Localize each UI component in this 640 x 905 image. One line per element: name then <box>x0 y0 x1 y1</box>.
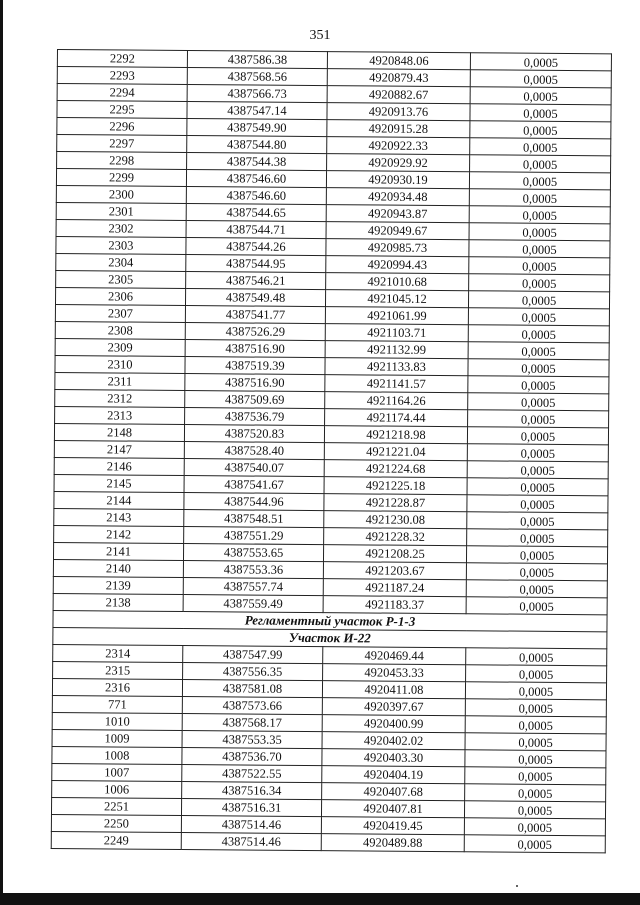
value-cell: 0,0005 <box>467 478 608 496</box>
y-coordinate-cell: 4920407.68 <box>322 783 465 801</box>
scan-speck <box>516 885 518 887</box>
y-coordinate-cell: 4921164.26 <box>325 392 468 410</box>
value-cell: 0,0005 <box>466 648 607 666</box>
x-coordinate-cell: 4387516.34 <box>182 782 322 800</box>
point-number-cell: 2251 <box>51 797 181 815</box>
y-coordinate-cell: 4920882.67 <box>327 86 470 104</box>
point-number-cell: 2298 <box>57 152 187 170</box>
y-coordinate-cell: 4920934.48 <box>326 188 469 206</box>
value-cell: 0,0005 <box>464 835 605 853</box>
y-coordinate-cell: 4920985.73 <box>326 239 469 257</box>
x-coordinate-cell: 4387536.70 <box>182 748 322 766</box>
y-coordinate-cell: 4920400.99 <box>322 715 465 733</box>
y-coordinate-cell: 4921224.68 <box>324 460 467 478</box>
value-cell: 0,0005 <box>464 801 605 819</box>
value-cell: 0,0005 <box>469 240 610 258</box>
value-cell: 0,0005 <box>465 733 606 751</box>
value-cell: 0,0005 <box>469 172 610 190</box>
x-coordinate-cell: 4387514.46 <box>181 816 321 834</box>
y-coordinate-cell: 4921010.68 <box>326 273 469 291</box>
y-coordinate-cell: 4920915.28 <box>327 120 470 138</box>
value-cell: 0,0005 <box>465 699 606 717</box>
y-coordinate-cell: 4920411.08 <box>322 681 465 699</box>
x-coordinate-cell: 4387516.31 <box>181 799 321 817</box>
x-coordinate-cell: 4387544.95 <box>186 255 326 273</box>
point-number-cell: 2142 <box>54 525 184 543</box>
y-coordinate-cell: 4920453.33 <box>323 664 466 682</box>
y-coordinate-cell: 4920922.33 <box>327 137 470 155</box>
y-coordinate-cell: 4920848.06 <box>327 52 470 70</box>
y-coordinate-cell: 4921132.99 <box>325 341 468 359</box>
point-number-cell: 771 <box>52 695 182 713</box>
table-body-part-b <box>51 644 607 852</box>
point-number-cell: 2143 <box>54 508 184 526</box>
y-coordinate-cell: 4921225.18 <box>324 477 467 495</box>
section-heading: Регламентный участок Р-1-3 <box>53 610 607 631</box>
y-coordinate-cell: 4920397.67 <box>322 698 465 716</box>
y-coordinate-cell: 4920404.19 <box>322 766 465 784</box>
x-coordinate-cell: 4387547.99 <box>183 646 323 664</box>
x-coordinate-cell: 4387520.83 <box>184 425 324 443</box>
point-number-cell: 2306 <box>55 287 185 305</box>
value-cell: 0,0005 <box>465 767 606 785</box>
x-coordinate-cell: 4387544.65 <box>186 204 326 222</box>
value-cell: 0,0005 <box>467 461 608 479</box>
value-cell: 0,0005 <box>470 155 611 173</box>
point-number-cell: 2301 <box>56 202 186 220</box>
point-number-cell: 2148 <box>54 423 184 441</box>
x-coordinate-cell: 4387528.40 <box>184 442 324 460</box>
x-coordinate-cell: 4387526.29 <box>185 323 325 341</box>
y-coordinate-cell: 4921221.04 <box>324 443 467 461</box>
value-cell: 0,0005 <box>468 359 609 377</box>
y-coordinate-cell: 4921208.25 <box>323 545 466 563</box>
point-number-cell: 2139 <box>53 576 183 594</box>
value-cell: 0,0005 <box>470 53 611 71</box>
point-number-cell: 1010 <box>52 712 182 730</box>
y-coordinate-cell: 4920994.43 <box>326 256 469 274</box>
value-cell: 0,0005 <box>469 206 610 224</box>
x-coordinate-cell: 4387514.46 <box>181 833 321 851</box>
x-coordinate-cell: 4387541.67 <box>184 476 324 494</box>
value-cell: 0,0005 <box>465 682 606 700</box>
value-cell: 0,0005 <box>468 393 609 411</box>
point-number-cell: 2315 <box>53 661 183 679</box>
x-coordinate-cell: 4387568.56 <box>187 68 327 86</box>
y-coordinate-cell: 4920419.45 <box>321 817 464 835</box>
point-number-cell: 1008 <box>52 746 182 764</box>
y-coordinate-cell: 4920402.02 <box>322 732 465 750</box>
point-number-cell: 2308 <box>55 321 185 339</box>
x-coordinate-cell: 4387544.26 <box>186 238 326 256</box>
point-number-cell: 2144 <box>54 491 184 509</box>
x-coordinate-cell: 4387544.38 <box>187 153 327 171</box>
subsection-heading: Участок И-22 <box>53 627 607 648</box>
y-coordinate-cell: 4920943.87 <box>326 205 469 223</box>
point-number-cell: 2146 <box>54 457 184 475</box>
y-coordinate-cell: 4920949.67 <box>326 222 469 240</box>
x-coordinate-cell: 4387546.21 <box>186 272 326 290</box>
table-body-part-a <box>53 50 611 615</box>
point-number-cell: 2309 <box>55 338 185 356</box>
coordinates-table <box>51 49 612 853</box>
point-number-cell: 2304 <box>56 253 186 271</box>
y-coordinate-cell: 4921218.98 <box>324 426 467 444</box>
point-number-cell: 2249 <box>51 831 181 849</box>
x-coordinate-cell: 4387516.90 <box>185 340 325 358</box>
point-number-cell: 2311 <box>55 372 185 390</box>
point-number-cell: 2250 <box>51 814 181 832</box>
point-number-cell: 2140 <box>53 559 183 577</box>
y-coordinate-cell: 4921228.32 <box>324 528 467 546</box>
x-coordinate-cell: 4387568.17 <box>182 714 322 732</box>
x-coordinate-cell: 4387557.74 <box>183 578 323 596</box>
x-coordinate-cell: 4387586.38 <box>187 51 327 69</box>
value-cell: 0,0005 <box>467 427 608 445</box>
point-number-cell: 2300 <box>56 185 186 203</box>
x-coordinate-cell: 4387516.90 <box>185 374 325 392</box>
point-number-cell: 2303 <box>56 236 186 254</box>
x-coordinate-cell: 4387547.14 <box>187 102 327 120</box>
y-coordinate-cell: 4921230.08 <box>324 511 467 529</box>
value-cell: 0,0005 <box>466 580 607 598</box>
point-number-cell: 2147 <box>54 440 184 458</box>
y-coordinate-cell: 4921045.12 <box>325 290 468 308</box>
x-coordinate-cell: 4387553.65 <box>183 544 323 562</box>
y-coordinate-cell: 4921133.83 <box>325 358 468 376</box>
value-cell: 0,0005 <box>468 308 609 326</box>
page-number: 351 <box>309 28 331 43</box>
value-cell: 0,0005 <box>469 257 610 275</box>
value-cell: 0,0005 <box>466 665 607 683</box>
value-cell: 0,0005 <box>470 138 611 156</box>
value-cell: 0,0005 <box>468 325 609 343</box>
x-coordinate-cell: 4387553.36 <box>183 561 323 579</box>
point-number-cell: 2305 <box>56 270 186 288</box>
value-cell: 0,0005 <box>466 597 607 615</box>
y-coordinate-cell: 4921187.24 <box>323 579 466 597</box>
point-number-cell: 1007 <box>52 763 182 781</box>
point-number-cell: 2292 <box>57 50 187 68</box>
y-coordinate-cell: 4920929.92 <box>327 154 470 172</box>
value-cell: 0,0005 <box>470 87 611 105</box>
point-number-cell: 2295 <box>57 101 187 119</box>
coordinates-table-wrapper <box>51 49 611 853</box>
y-coordinate-cell: 4921183.37 <box>323 596 466 614</box>
x-coordinate-cell: 4387540.07 <box>184 459 324 477</box>
x-coordinate-cell: 4387553.35 <box>182 731 322 749</box>
point-number-cell: 2293 <box>57 67 187 85</box>
y-coordinate-cell: 4921203.67 <box>323 562 466 580</box>
value-cell: 0,0005 <box>467 444 608 462</box>
point-number-cell: 2312 <box>55 389 185 407</box>
value-cell: 0,0005 <box>467 529 608 547</box>
point-number-cell: 1006 <box>52 780 182 798</box>
point-number-cell: 2296 <box>57 118 187 136</box>
value-cell: 0,0005 <box>468 342 609 360</box>
x-coordinate-cell: 4387546.60 <box>186 170 326 188</box>
x-coordinate-cell: 4387573.66 <box>182 697 322 715</box>
x-coordinate-cell: 4387581.08 <box>182 680 322 698</box>
x-coordinate-cell: 4387544.80 <box>187 136 327 154</box>
y-coordinate-cell: 4920930.19 <box>326 171 469 189</box>
x-coordinate-cell: 4387544.96 <box>184 493 324 511</box>
x-coordinate-cell: 4387546.60 <box>186 187 326 205</box>
y-coordinate-cell: 4920913.76 <box>327 103 470 121</box>
x-coordinate-cell: 4387549.90 <box>187 119 327 137</box>
y-coordinate-cell: 4920469.44 <box>323 647 466 665</box>
y-coordinate-cell: 4921061.99 <box>325 307 468 325</box>
y-coordinate-cell: 4920879.43 <box>327 69 470 87</box>
value-cell: 0,0005 <box>466 546 607 564</box>
value-cell: 0,0005 <box>465 716 606 734</box>
value-cell: 0,0005 <box>469 274 610 292</box>
table-headings <box>53 610 607 648</box>
point-number-cell: 2138 <box>53 593 183 611</box>
value-cell: 0,0005 <box>468 410 609 428</box>
x-coordinate-cell: 4387549.48 <box>185 289 325 307</box>
y-coordinate-cell: 4921228.87 <box>324 494 467 512</box>
x-coordinate-cell: 4387559.49 <box>183 595 323 613</box>
y-coordinate-cell: 4920407.81 <box>321 800 464 818</box>
value-cell: 0,0005 <box>464 818 605 836</box>
x-coordinate-cell: 4387519.39 <box>185 357 325 375</box>
point-number-cell: 2297 <box>57 135 187 153</box>
scan-edge-left <box>0 0 3 905</box>
point-number-cell: 2313 <box>55 406 185 424</box>
value-cell: 0,0005 <box>470 121 611 139</box>
y-coordinate-cell: 4921103.71 <box>325 324 468 342</box>
x-coordinate-cell: 4387566.73 <box>187 85 327 103</box>
x-coordinate-cell: 4387522.55 <box>182 765 322 783</box>
value-cell: 0,0005 <box>468 291 609 309</box>
point-number-cell: 2141 <box>53 542 183 560</box>
value-cell: 0,0005 <box>465 750 606 768</box>
x-coordinate-cell: 4387509.69 <box>185 391 325 409</box>
x-coordinate-cell: 4387544.71 <box>186 221 326 239</box>
y-coordinate-cell: 4920403.30 <box>322 749 465 767</box>
x-coordinate-cell: 4387556.35 <box>183 663 323 681</box>
value-cell: 0,0005 <box>469 189 610 207</box>
x-coordinate-cell: 4387536.79 <box>185 408 325 426</box>
value-cell: 0,0005 <box>467 512 608 530</box>
y-coordinate-cell: 4921174.44 <box>325 409 468 427</box>
point-number-cell: 2307 <box>55 304 185 322</box>
x-coordinate-cell: 4387541.77 <box>185 306 325 324</box>
value-cell: 0,0005 <box>468 376 609 394</box>
point-number-cell: 2316 <box>52 678 182 696</box>
x-coordinate-cell: 4387548.51 <box>184 510 324 528</box>
x-coordinate-cell: 4387551.29 <box>184 527 324 545</box>
point-number-cell: 1009 <box>52 729 182 747</box>
y-coordinate-cell: 4920489.88 <box>321 834 464 852</box>
value-cell: 0,0005 <box>469 223 610 241</box>
point-number-cell: 2314 <box>53 644 183 662</box>
point-number-cell: 2294 <box>57 84 187 102</box>
point-number-cell: 2310 <box>55 355 185 373</box>
point-number-cell: 2145 <box>54 474 184 492</box>
point-number-cell: 2299 <box>56 169 186 187</box>
value-cell: 0,0005 <box>467 495 608 513</box>
value-cell: 0,0005 <box>470 104 611 122</box>
y-coordinate-cell: 4921141.57 <box>325 375 468 393</box>
value-cell: 0,0005 <box>470 70 611 88</box>
value-cell: 0,0005 <box>466 563 607 581</box>
value-cell: 0,0005 <box>465 784 606 802</box>
scan-edge-bottom <box>0 893 640 905</box>
point-number-cell: 2302 <box>56 219 186 237</box>
